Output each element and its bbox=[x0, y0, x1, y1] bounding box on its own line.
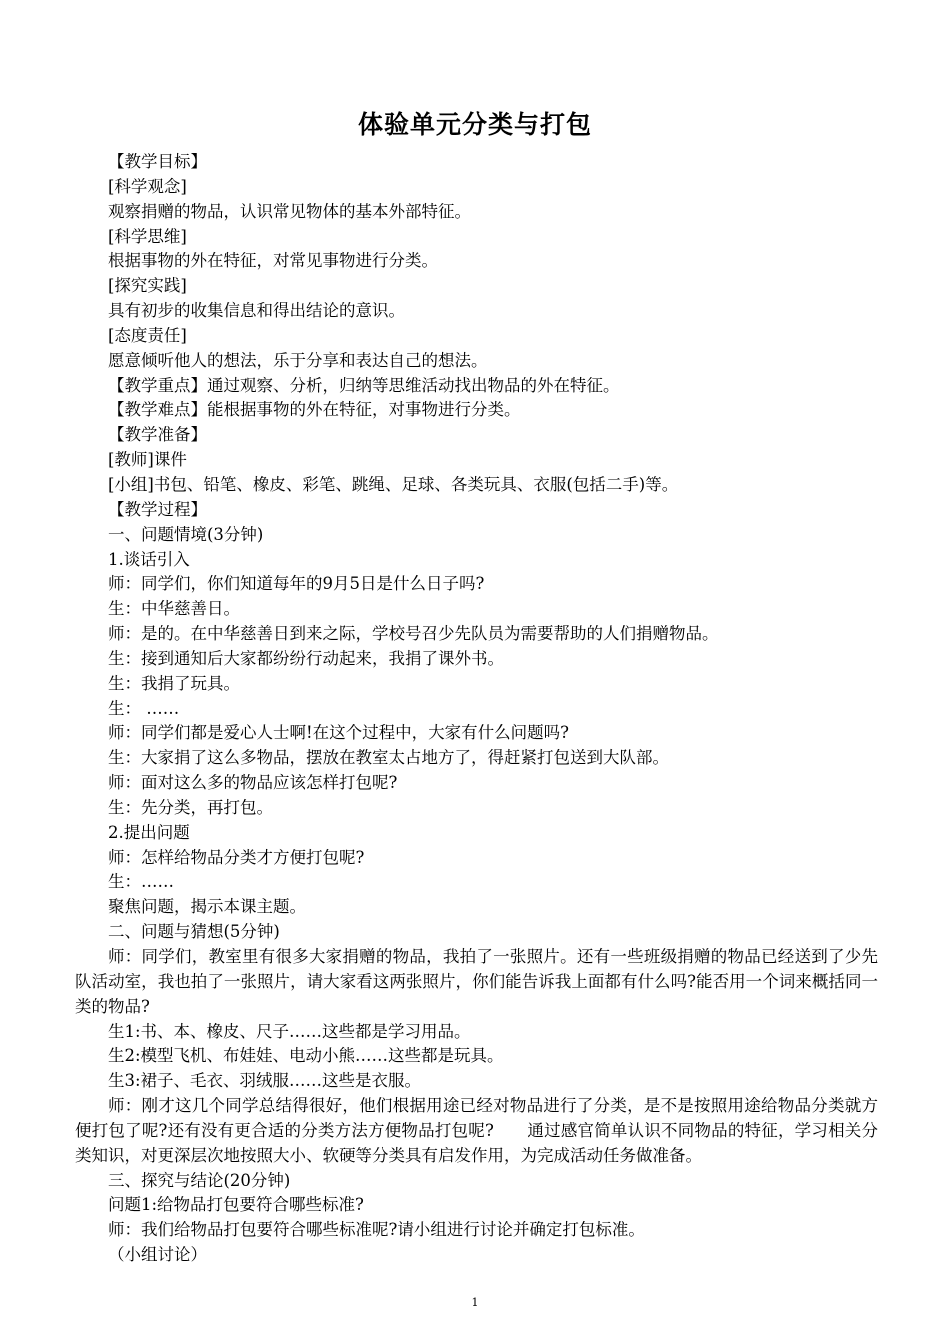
body-line: 问题1:给物品打包要符合哪些标准? bbox=[108, 1195, 364, 1215]
body-line: 生2:模型飞机、布娃娃、电动小熊……这些都是玩具。 bbox=[108, 1046, 504, 1066]
body-paragraph: 师：刚才这几个同学总结得很好，他们根据用途已经对物品进行了分类，是不是按照用途给物品分类就方便打包了呢?还有没有更合适的分类方法方便物品打包呢? 通过感官简单认识不同物品的特征，学习相关分类知识，对更深层次地按照大小、软硬等分类具有启发作用，为完成活动任务做准备。 bbox=[75, 1096, 878, 1165]
body-line: 生：我捐了玩具。 bbox=[108, 673, 240, 693]
body-line: 三、探究与结论(20分钟) bbox=[108, 1170, 291, 1190]
body-line: [科学观念] bbox=[108, 176, 187, 196]
body-line: [小组]书包、铅笔、橡皮、彩笔、跳绳、足球、各类玩具、衣服(包括二手)等。 bbox=[108, 474, 679, 494]
body-line: 【教学难点】能根据事物的外在特征，对事物进行分类。 bbox=[108, 400, 521, 420]
page-number: 1 bbox=[471, 1296, 479, 1309]
document-title: 体验单元分类与打包 bbox=[357, 110, 592, 139]
body-line: [探究实践] bbox=[108, 276, 187, 296]
body-line: 【教学重点】通过观察、分析，归纳等思维活动找出物品的外在特征。 bbox=[108, 375, 620, 395]
body-line: 2.提出问题 bbox=[108, 822, 190, 842]
body-line: 聚焦问题，揭示本课主题。 bbox=[108, 897, 306, 917]
body-line: 生：接到通知后大家都纷纷行动起来，我捐了课外书。 bbox=[108, 648, 504, 668]
body-line: [科学思维] bbox=[108, 226, 187, 246]
body-line: [教师]课件 bbox=[108, 450, 187, 470]
body-line: 生： …… bbox=[108, 698, 180, 718]
body-line: 生：先分类，再打包。 bbox=[108, 797, 273, 817]
body-line: 【教学过程】 bbox=[108, 499, 207, 519]
body-line: 师：我们给物品打包要符合哪些标准呢?请小组进行讨论并确定打包标准。 bbox=[108, 1220, 645, 1240]
body-line: 生1:书、本、橡皮、尺子……这些都是学习用品。 bbox=[108, 1021, 471, 1041]
body-line: 根据事物的外在特征，对常见事物进行分类。 bbox=[108, 251, 438, 271]
body-line: 【教学准备】 bbox=[108, 425, 207, 445]
body-line: 生：中华慈善日。 bbox=[108, 599, 240, 619]
body-line: 师：同学们，你们知道每年的9月5日是什么日子吗? bbox=[108, 574, 485, 594]
body-line: [态度责任] bbox=[108, 325, 187, 345]
body-line: 具有初步的收集信息和得出结论的意识。 bbox=[108, 301, 405, 321]
body-paragraph: 师：同学们，教室里有很多大家捐赠的物品，我拍了一张照片。还有一些班级捐赠的物品已经送到了少先队活动室，我也拍了一张照片，请大家看这两张照片，你们能告诉我上面都有什么吗?能否用一个词来概括同一类的物品? bbox=[75, 947, 878, 1016]
body-line: 一、问题情境(3分钟) bbox=[108, 524, 264, 544]
body-line: 师：面对这么多的物品应该怎样打包呢? bbox=[108, 773, 398, 793]
body-line: 愿意倾听他人的想法，乐于分享和表达自己的想法。 bbox=[108, 350, 488, 370]
body-line: 生：…… bbox=[108, 872, 174, 892]
body-line: 【教学目标】 bbox=[108, 152, 207, 171]
body-line: 观察捐赠的物品，认识常见物体的基本外部特征。 bbox=[108, 201, 471, 221]
body-line: 师：同学们都是爱心人士啊!在这个过程中，大家有什么问题吗? bbox=[108, 723, 569, 743]
document-body bbox=[75, 150, 878, 1268]
body-line: 1.谈话引入 bbox=[108, 549, 190, 569]
body-line: 师：怎样给物品分类才方便打包呢? bbox=[108, 847, 365, 867]
body-line: 生3:裙子、毛衣、羽绒服……这些是衣服。 bbox=[108, 1071, 422, 1091]
body-line: 生：大家捐了这么多物品，摆放在教室太占地方了，得赶紧打包送到大队部。 bbox=[108, 748, 669, 768]
body-line: 二、问题与猜想(5分钟) bbox=[108, 922, 280, 942]
body-line: 师：是的。在中华慈善日到来之际，学校号召少先队员为需要帮助的人们捐赠物品。 bbox=[108, 624, 719, 644]
body-line: （小组讨论） bbox=[108, 1245, 207, 1265]
